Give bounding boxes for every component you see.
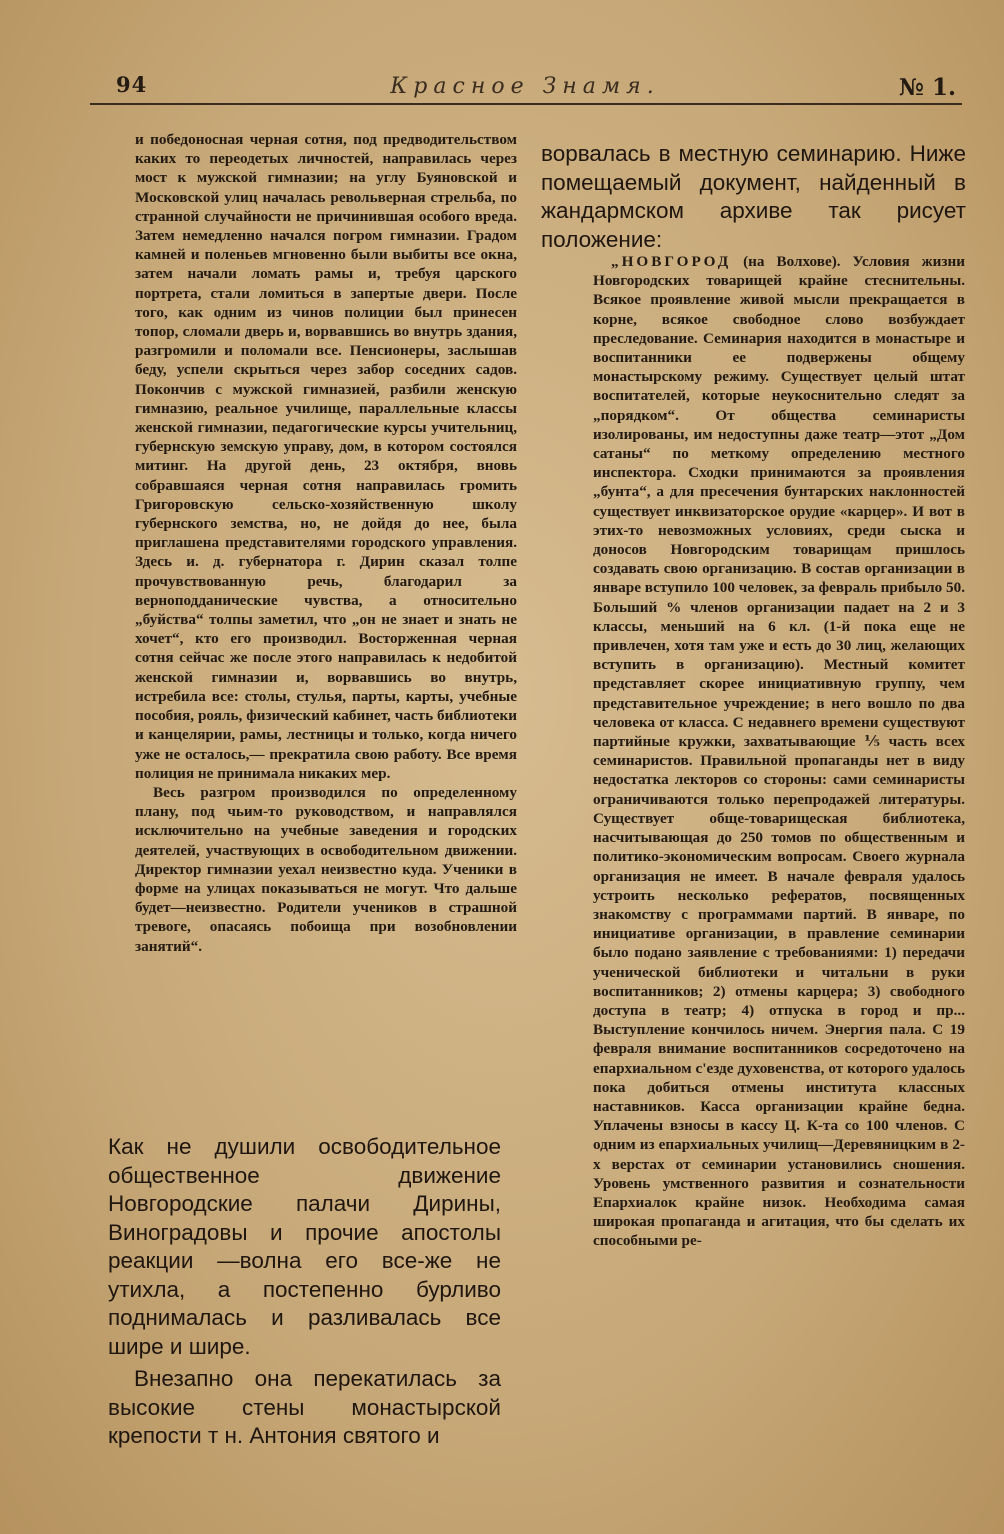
header-rule (90, 103, 962, 105)
issue-number: № 1. (898, 74, 956, 101)
right-heading-text: ворвалась в местную семинарию. Ниже помещаемый документ, найденный в жандармском архиве так рисует положение: (541, 141, 966, 252)
large-paragraph-2: Внезапно она перекатилась за высокие стены монастырской крепости т н. Антония святого и (108, 1366, 501, 1448)
page-header (90, 68, 960, 108)
newspaper-title: Красное Знамя. (390, 74, 660, 99)
document-body: Условия жизни Новгородских товарищей крайне стеснительны. Всякое проявление живой мысли прекращается в корне, всякое свободное слово возбуждает преследование. Семинария находится в монастыре и воспитанники ее подвержены общему монастырскому режиму. Существует целый штат воспитателей, которые неукоснительно следят за „порядком“. От общества семинаристы изолированы, им недоступны даже театр—этот „Дом сатаны“ по меткому определению местного инспектора. Сходки принимаются за проявления „бунта“, а для пресечения бунтарских наклонностей существует инквизаторское орудие «карцер». И вот в этих-то невозможных условиях, среди сыска и доносов Новгородским товарищам пришлось создавать свою организацию. В состав организации в январе вступило 100 человек, за февраль прибыло 50. Больший % членов организации падает на 2 и 3 классы, меньший на 6 кл. (1-й пока еще не привлечен, хотя там уже и есть до 30 лиц, желающих вступить в организацию). Местный комитет представляет скорее инициативную группу, чем представительное учреждение; в него вошло по два человека от класса. С недавнего времени существуют партийные кружки, захватывающие ⅕ часть всех семинаристов. Правильной пропаганды нет в виду недостатка лекторов со стороны: сами семинаристы ограничиваются только перепродажей литературы. Существует обще-товарищеская библиотека, насчитывающая до 250 томов по общественным и политико-экономическим вопросам. Своего журнала организация не имеет. В начале февраля удалось устроить несколько рефератов, посвященных знакомству с программами партий. В январе, по инициативе организации, в правление семинарии было подано заявление с требованиями: 1) передачи ученической библиотеки и читальни в руки воспитанников; 2) отмены карцера; 3) свободного доступа в театр; 4) отпуска в город и пр... Выступление кончилось ничем. Энергия пала. С 19 февраля внимание воспитанников сосредоточено на епархиальном с'езде духовенства, от которого удалось пока добиться отмены института классных наставников. Касса организации крайне бедна. Уплачены взносы в кассу Ц. К-та со 100 членов. С одним из епархиальных училищ—Деревяницким в 2-х верстах от семинарии установились сношения. Уровень умственного развития и сознательности Епархиалок крайне низок. Необходима самая широкая пропаганда и агитация, что бы сделать их способными ре- (593, 253, 966, 1250)
document-place: „НОВГОРОД (611, 253, 732, 270)
left-column (135, 130, 517, 956)
right-column (593, 252, 965, 1251)
page-number: 94 (116, 72, 148, 97)
left-paragraph-1: и победоносная черная сотня, под предводительством каких то переодетых личностей, направилась через мост к мужской гимназии; на углу Буяновской и Московской улиц началась револьверная стрельба, по странной случайности не причинившая особого вреда. Затем немедленно начался погром гимназии. Градом камней и поленьев мгновенно были выбиты все окна, затем начали ломать рамы и, требуя царского портрета, стали ломиться в запертые двери. После того, как одним из чинов полиции был принесен топор, сломали дверь и, ворвавшись во внутрь здания, разгромили и поломали все. Пенсионеры, заслышав беду, успели скрыться через забор соседних садов. Покончив с мужской гимназией, разбили женскую гимназию, реальное училище, параллельные классы женской гимназии, педагогические курсы учительниц, губернскую земскую управу, дом, в котором состоялся митинг. На другой день, 23 октября, вновь собравшаяся черная сотня направилась громить Григоровскую сельско-хозяйственную школу губернского земства, но, не дойдя до нее, была приглашена представителями городского управления. Здесь и. д. губернатора г. Дирин сказал толпе прочувствованную речь, благодарил за верноподданические чувства, а относительно „буйства“ толпы заметил, что „он не знает и знать не хочет“, кто его производил. Восторженная черная сотня сейчас же после этого направилась к недобитой женской гимназии и, ворвавшись во внутрь, истребила все: столы, стулья, парты, карты, учебные пособия, рояль, физический кабинет, часть библиотеки и канцелярии, рамы, лестницы и только, когда ничего уже не осталось,— прекратила свою работу. Все время полиция не принимала никаких мер. (135, 131, 517, 782)
left-large-text (108, 1133, 501, 1451)
left-paragraph-2: Весь разгром производился по определенному плану, под чьим-то руководством, и направлялся исключительно на учебные заведения и городских деятелей, участвующих в освободительном движении. Директор гимназии уехал неизвестно куда. Ученики в форме на улицах показываться не могут. Что дальше будет—неизвестно. Родители учеников в страшной тревоге, опасаясь побоища при возобновлении занятий“. (135, 783, 517, 955)
document-place-note: (на Волхове). (743, 253, 841, 270)
right-large-heading (541, 140, 966, 254)
large-paragraph-1: Как не душили освободительное общественное движение Новгородские палачи Дирины, Виноградовы и прочие апостолы реакции —волна его все-же не утихла, а постепенно бурливо поднималась и разливалась все шире и шире. (108, 1134, 501, 1359)
document-text (593, 252, 965, 1251)
